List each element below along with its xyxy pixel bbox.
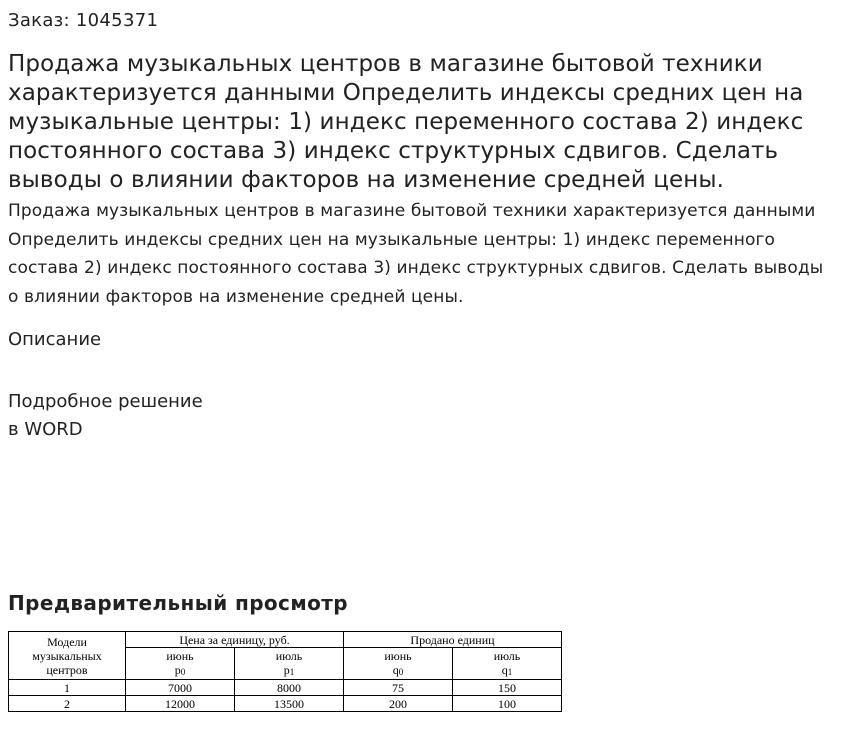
table-row: [9, 680, 562, 696]
cell-q0: 75: [344, 680, 453, 696]
cell-p1: 8000: [235, 680, 344, 696]
table-header-row: [9, 632, 562, 648]
detail-solution-label: [8, 388, 838, 444]
cell-q1: 150: [453, 680, 562, 696]
symbol-subscript: 1: [289, 666, 295, 677]
task-description: Продажа музыкальных центров в магазине бытовой техники характеризуется данными Определить индексы средних цен на музыкальные центры: 1) индекс переменного состава 2) индекс постоянного состава 3) индекс структурных сдвигов. Сделать выводы о влиянии факторов на изменение средней цены.: [8, 201, 824, 307]
symbol-letter: q: [501, 662, 508, 677]
cell-p1: 13500: [235, 696, 344, 712]
description-label: Описание: [8, 329, 102, 350]
task-title: Продажа музыкальных центров в магазине бытовой техники характеризуется данными Определить индексы средних цен на музыкальные центры: 1) индекс переменного состава 2) индекс постоянного состава 3) индекс структурных сдвигов. Сделать выводы о влиянии факторов на изменение средней цены.: [8, 51, 804, 193]
symbol-letter: p: [283, 662, 290, 677]
symbol-letter: q: [392, 662, 399, 677]
header-price: Цена за единицу, руб.: [126, 632, 344, 648]
detail-solution-line2: в WORD: [8, 419, 83, 440]
month-label: июль: [275, 648, 303, 663]
month-label: июнь: [384, 648, 412, 663]
symbol-subscript: 0: [398, 666, 404, 677]
header-sold: Продано единиц: [344, 632, 562, 648]
preview-table: [8, 631, 562, 712]
header-price-july: [235, 648, 344, 680]
cell-q1: 100: [453, 696, 562, 712]
month-label: июль: [493, 648, 521, 663]
cell-model: 2: [9, 696, 126, 712]
order-number: Заказ: 1045371: [8, 10, 159, 31]
symbol-subscript: 0: [180, 666, 186, 677]
cell-model: 1: [9, 680, 126, 696]
detail-solution-line1: Подробное решение: [8, 391, 203, 412]
header-sold-july: [453, 648, 562, 680]
preview-heading: Предварительный просмотр: [8, 591, 348, 615]
header-sold-june: [344, 648, 453, 680]
cell-p0: 7000: [126, 680, 235, 696]
cell-p0: 12000: [126, 696, 235, 712]
preview-document: [8, 631, 562, 712]
symbol-letter: p: [174, 662, 181, 677]
cell-q0: 200: [344, 696, 453, 712]
table-row: [9, 696, 562, 712]
month-label: июнь: [166, 648, 194, 663]
header-model: Модели музыкальных центров: [9, 632, 126, 680]
header-price-june: [126, 648, 235, 680]
order-page: [8, 0, 838, 616]
symbol-subscript: 1: [507, 666, 513, 677]
